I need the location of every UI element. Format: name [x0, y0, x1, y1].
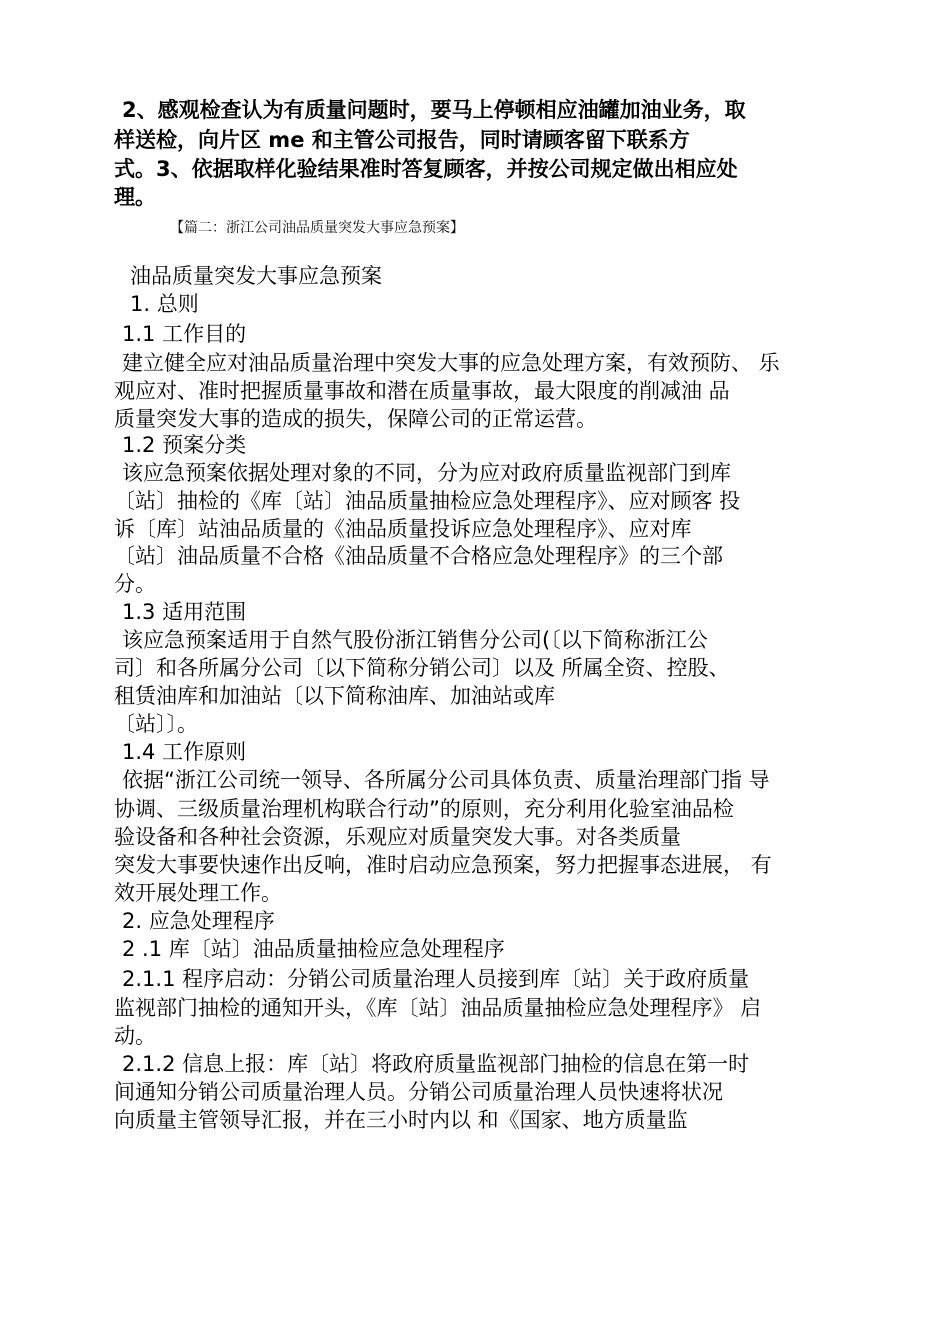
- para-2-1-1-line-2: 监视部门抽检的通知开头，《库〔站〕油品质量抽检应急处理程序》 启: [114, 996, 762, 1020]
- heading-2: 2. 应急处理程序: [122, 909, 275, 933]
- para-1-4-line-4: 突发大事要快速作出反响，准时启动应急预案，努力把握事态进展， 有: [114, 853, 772, 877]
- para-1-3-line-3: 租赁油库和加油站〔以下简称油库、加油站或库: [114, 684, 555, 708]
- para-2-1-2-line-2: 间通知分销公司质量治理人员。分销公司质量治理人员快速将状况: [114, 1080, 723, 1104]
- heading-1-4: 1.4 工作原则: [122, 740, 247, 764]
- intro-line-2: 样送检，向片区 me 和主管公司报告，同时请顾客留下联系方: [114, 128, 690, 152]
- section-caption: 【篇二：浙江公司油品质量突发大事应急预案】: [170, 220, 464, 236]
- heading-1-1: 1.1 工作目的: [122, 322, 247, 346]
- heading-1-2: 1.2 预案分类: [122, 433, 247, 457]
- heading-1: 1. 总则: [130, 292, 199, 316]
- para-1-1-line-3: 质量突发大事的造成的损失，保障公司的正常运营。: [114, 407, 597, 431]
- document-title: 油品质量突发大事应急预案: [130, 264, 382, 288]
- para-1-4-line-5: 效开展处理工作。: [114, 881, 282, 905]
- para-1-2-line-1: 该应急预案依据处理对象的不同，分为应对政府质量监视部门到库: [122, 461, 731, 485]
- para-1-3-line-4: 〔站〕〕。: [114, 712, 198, 736]
- para-1-2-line-3: 诉〔库〕站油品质量的《油品质量投诉应急处理程序》、应对库: [114, 517, 692, 541]
- para-1-4-line-3: 验设备和各种社会资源，乐观应对质量突发大事。对各类质量: [114, 825, 681, 849]
- para-1-2-line-4: 〔站〕油品质量不合格《油品质量不合格应急处理程序》的三个部: [114, 544, 723, 568]
- para-2-1-2-line-3: 向质量主管领导汇报，并在三小时内以 和《国家、地方质量监: [114, 1108, 688, 1132]
- para-2-1-1-line-1: 2.1.1 程序启动：分销公司质量治理人员接到库〔站〕关于政府质量: [122, 967, 750, 991]
- para-1-1-line-2: 观应对、准时把握质量事故和潜在质量事故，最大限度的削减油 品: [114, 379, 730, 403]
- para-1-3-line-1: 该应急预案适用于自然气股份浙江销售分公司(〔以下简称浙江公: [122, 628, 708, 652]
- para-1-3-line-2: 司〕和各所属分公司〔以下简称分销公司〕以及 所属全资、控股、: [114, 656, 730, 680]
- para-1-1-line-1: 建立健全应对油品质量治理中突发大事的应急处理方案，有效预防、 乐: [122, 351, 780, 375]
- intro-line-1: 2、感观检查认为有质量问题时，要马上停顿相应油罐加油业务，取: [122, 98, 746, 122]
- heading-2-1: 2 .1 库〔站〕油品质量抽检应急处理程序: [122, 937, 505, 961]
- para-2-1-1-line-3: 动。: [114, 1024, 156, 1048]
- intro-line-3: 式。3、依据取样化验结果准时答复顾客，并按公司规定做出相应处: [114, 157, 738, 181]
- para-2-1-2-line-1: 2.1.2 信息上报：库〔站〕将政府质量监视部门抽检的信息在第一时: [122, 1052, 750, 1076]
- para-1-4-line-2: 协调、三级质量治理机构联合行动”的原则，充分利用化验室油品检: [114, 797, 734, 821]
- para-1-2-line-5: 分。: [114, 572, 156, 596]
- para-1-2-line-2: 〔站〕抽检的《库〔站〕油品质量抽检应急处理程序》、应对顾客 投: [114, 489, 741, 513]
- intro-line-4: 理。: [114, 185, 156, 209]
- para-1-4-line-1: 依据“浙江公司统一领导、各所属分公司具体负责、质量治理部门指 导: [122, 768, 770, 792]
- heading-1-3: 1.3 适用范围: [122, 600, 247, 624]
